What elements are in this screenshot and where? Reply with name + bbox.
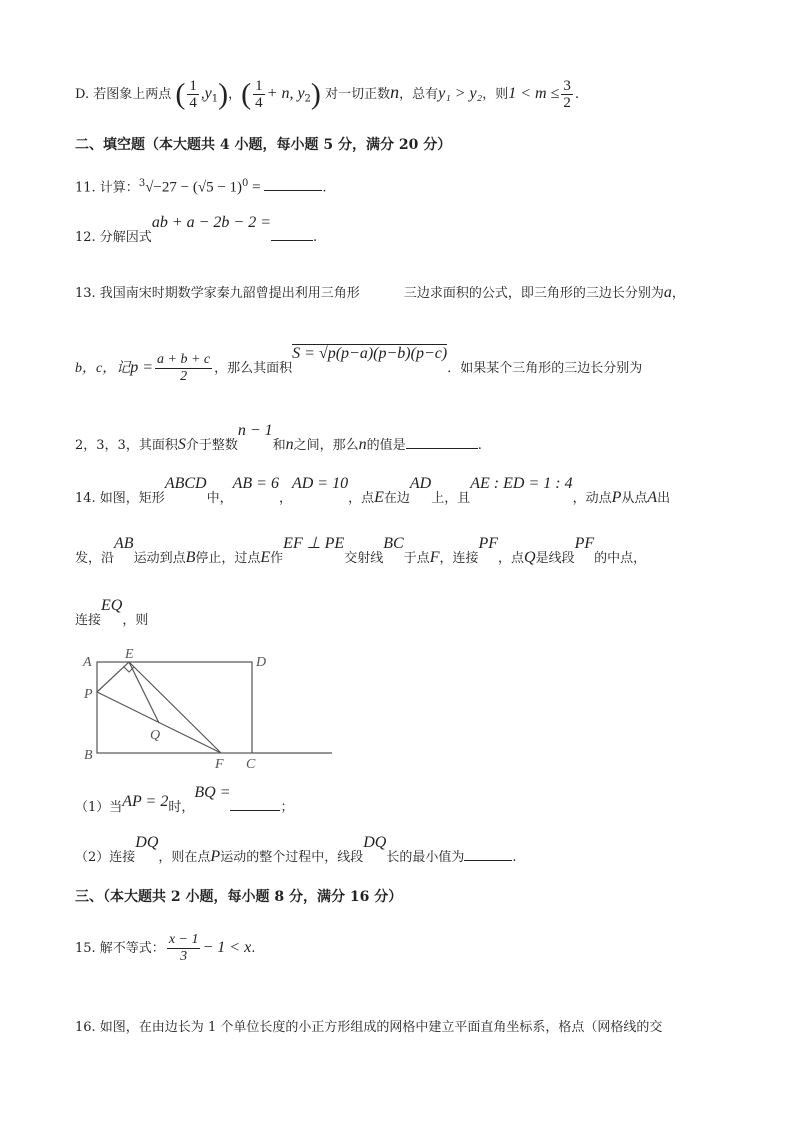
segment-pe [97,662,129,692]
question-13-line-3: 2，3，3，其面积S介于整数n − 1和n之间，那么n的值是 . [75,422,482,453]
question-13-line-1: 13. 我国南宋时期数学家秦九韶曾提出利用三角形 三边求面积的公式，即三角形的三边长分别为a， [75,284,685,301]
answer-blank-14-1[interactable] [230,796,280,811]
question-12: 12. 分解因式ab + a − 2b − 2 =. [75,214,318,245]
label-q: Q [150,728,161,743]
question-14-part-2: （2）连接DQ，则在点P运动的整个过程中，线段DQ长的最小值为 . [75,834,517,865]
label-p: P [84,687,93,702]
question-14-line-1: 14. 如图，矩形ABCD中，AB = 6，AD = 10，点E在边AD上，且AE : ED = 1 : 4，动点P从点A出 [75,475,671,506]
question-11: 11. 计算：$^3√-27 - (√5 - 1)^0$ = . [75,178,327,196]
answer-blank-13[interactable] [406,434,478,449]
segment-eq [129,662,159,723]
answer-blank-11[interactable] [264,176,322,191]
fraction-quarter-1: $\frac{1}{4}$ [189,78,197,111]
section-3-title: 三、（本大题共 2 小题，每小题 8 分，满分 16 分） [75,889,403,905]
label-c: C [246,757,256,772]
answer-blank-14-2[interactable] [464,846,512,861]
label-e: E [125,648,134,662]
label-d: D [256,655,267,670]
section-2-title: 二、填空题（本大题共 4 小题，每小题 5 分，满分 20 分） [75,137,452,153]
question-14-line-2: 发，沿AB运动到点B停止，过点E作EF ⊥ PE交射线BC于点F，连接PF，点Q是线段PF的中点， [75,535,647,566]
question-13-line-2: b，c，记p = $\frac{a + b + c}{2}$ ，那么其面积S = √p(p−a)(p−b)(p−c)．如果某个三角形的三边长分别为 [75,345,643,384]
question-14-line-3: 连接EQ，则 [75,597,149,628]
fraction-quarter-2: $\frac{1}{4}$ [255,78,263,111]
label-f: F [215,757,224,772]
answer-blank-12[interactable] [271,226,313,241]
label-b: B [84,748,93,763]
question-14-part-1: （1）当AP = 2时，BQ =； [75,784,294,815]
question-16: 16. 如图，在由边长为 1 个单位长度的小正方形组成的网格中建立平面直角坐标系，格点（网格线的交 [75,1020,663,1035]
item-d: D. 若图象上两点 ( $\frac{1}{4}$ $,y_1$)，( $\frac{1}{4}$ + n, $y_2$) 对一切正数n，总有y₁ > y₂，则1 < m ≤ $\frac{3}{2}$ . [75,77,580,111]
label-a: A [83,655,92,670]
question-15: 15. 解不等式： $\frac{x - 1}{3}$ − 1 < x. [75,932,256,964]
rectangle-figure [80,648,340,773]
segment-ef [129,662,221,753]
